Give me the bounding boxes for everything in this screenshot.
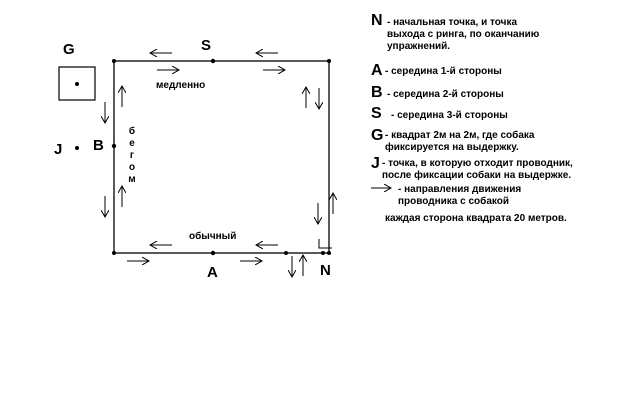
point-a-dot bbox=[211, 251, 215, 255]
point-j-dot bbox=[75, 146, 79, 150]
label-a: A bbox=[207, 264, 218, 281]
label-j: J bbox=[54, 141, 63, 158]
legend-key: A bbox=[371, 62, 383, 79]
legend-key: S bbox=[371, 105, 382, 122]
legend-text: - середина 1-й стороны bbox=[385, 66, 502, 77]
legend-key: G bbox=[371, 127, 384, 144]
corner-bottom-left-dot bbox=[112, 251, 116, 255]
side-label-top: медленно bbox=[156, 80, 206, 91]
legend-key: B bbox=[371, 84, 383, 101]
point-b-dot bbox=[112, 144, 116, 148]
point-s-dot bbox=[211, 59, 215, 63]
fixation-point bbox=[75, 82, 79, 86]
bottom-mid-dot bbox=[284, 251, 288, 255]
corner-top-right-dot bbox=[327, 59, 331, 63]
side-label-left: б е г о м bbox=[128, 126, 136, 185]
legend-key: J bbox=[371, 155, 380, 172]
legend-key: N bbox=[371, 12, 383, 29]
label-n: N bbox=[320, 262, 331, 279]
legend-text: - направления движения проводника с собакой bbox=[398, 184, 522, 207]
side-label-bottom: обычный bbox=[189, 231, 237, 242]
legend-text: - середина 2-й стороны bbox=[387, 89, 504, 100]
legend-text: - точка, в которую отходит проводник, после фиксации собаки на выдержке. bbox=[382, 158, 573, 181]
start-corner-mark bbox=[319, 239, 332, 248]
legend-text: - середина 3-й стороны bbox=[391, 110, 508, 121]
legend-text: - квадрат 2м на 2м, где собака фиксируется на выдержку. bbox=[385, 130, 535, 153]
corner-top-left-dot bbox=[112, 59, 116, 63]
legend-text: - начальная точка, и точка выхода с ринга, по оканчанию упражнений. bbox=[387, 17, 540, 52]
ring-square bbox=[114, 61, 329, 253]
point-n-dot bbox=[321, 251, 325, 255]
label-s: S bbox=[201, 37, 212, 54]
label-b: B bbox=[93, 137, 104, 154]
footer-note: каждая сторона квадрата 20 метров. bbox=[385, 213, 567, 224]
label-g: G bbox=[63, 41, 75, 58]
corner-bottom-right-dot bbox=[327, 251, 331, 255]
